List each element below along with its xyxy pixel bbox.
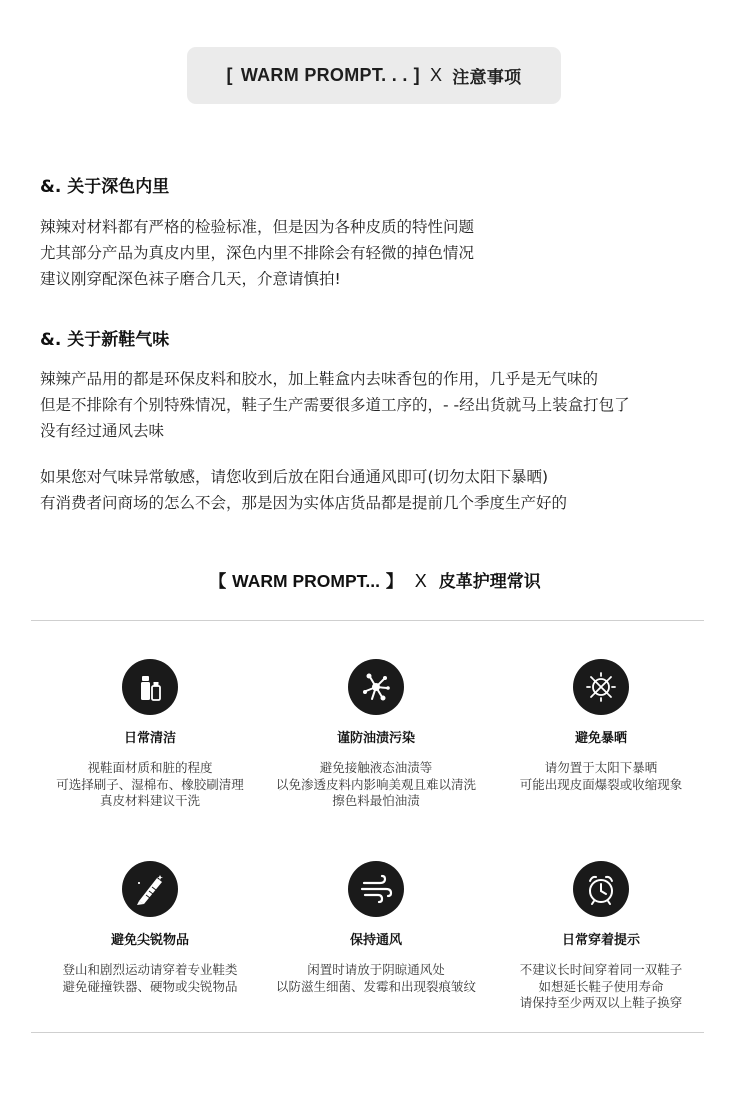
paragraph-line: 但是不排除有个别特殊情况，鞋子生产需要很多道工序的，- -经出货就马上装盒打包了 bbox=[40, 396, 630, 414]
care-item-sun bbox=[481, 659, 721, 793]
care-desc-line: 可能出现皮面爆裂或收缩现象 bbox=[519, 776, 683, 792]
care-description bbox=[256, 760, 496, 810]
care-description bbox=[481, 962, 721, 1012]
care-desc-line: 请勿置于太阳下暴晒 bbox=[544, 760, 658, 775]
care-item-oil-stain bbox=[256, 659, 496, 810]
paragraph-line: 有消费者问商场的怎么不会，那是因为实体店货品都是提前几个季度生产好的 bbox=[40, 494, 568, 512]
banner-bracket-left: [ bbox=[226, 65, 233, 85]
paragraph-line: 尤其部分产品为真皮内里，深色内里不排除会有轻微的掉色情况 bbox=[40, 244, 475, 262]
no-sun-icon bbox=[573, 659, 629, 715]
care-title: 谨防油渍污染 bbox=[336, 731, 415, 746]
splash-icon bbox=[348, 659, 404, 715]
care-item-ventilation bbox=[256, 861, 496, 995]
care-title: 避免尖锐物品 bbox=[110, 933, 189, 948]
care-item-cleaning bbox=[30, 659, 270, 810]
banner-x: X bbox=[429, 65, 443, 85]
care-desc-line: 可选择刷子、湿棉布、橡胶刷清理 bbox=[56, 776, 244, 792]
care-description bbox=[481, 760, 721, 793]
alarm-clock-icon bbox=[573, 861, 629, 917]
care-heading-bracket-right: 】 bbox=[385, 572, 403, 592]
care-desc-line: 擦色料最怕油渍 bbox=[332, 793, 420, 808]
care-heading bbox=[0, 567, 750, 592]
care-desc-line: 视鞋面材质和脏的程度 bbox=[87, 760, 213, 775]
care-desc-line: 闲置时请放于阴晾通风处 bbox=[307, 962, 445, 977]
cutter-icon bbox=[122, 861, 178, 917]
care-title: 日常清洁 bbox=[123, 731, 176, 746]
care-description bbox=[30, 962, 270, 995]
section-body-new-shoe-smell bbox=[40, 366, 630, 444]
section-title-new-shoe-smell: &. 关于新鞋气味 bbox=[40, 330, 170, 350]
care-description bbox=[30, 760, 270, 810]
care-desc-line: 请保持至少两双以上鞋子换穿 bbox=[519, 995, 683, 1010]
care-desc-line: 以免渗透皮料内影响美观且难以清洗 bbox=[275, 776, 476, 792]
banner-english-title: WARM PROMPT. . . bbox=[240, 65, 408, 85]
care-desc-line: 不建议长时间穿着同一双鞋子 bbox=[519, 962, 683, 977]
care-desc-line: 如想延长鞋子使用寿命 bbox=[538, 978, 664, 994]
care-item-daily-wear bbox=[481, 861, 721, 1012]
care-title: 日常穿着提示 bbox=[561, 933, 640, 948]
care-title: 保持通风 bbox=[349, 933, 402, 948]
wind-icon bbox=[348, 861, 404, 917]
paragraph-line: 辣辣对材料都有严格的检验标准，但是因为各种皮质的特性问题 bbox=[40, 218, 475, 236]
section-title-dark-lining: &. 关于深色内里 bbox=[40, 177, 170, 197]
care-item-sharp-objects bbox=[30, 861, 270, 995]
bottles-icon bbox=[122, 659, 178, 715]
care-heading-chinese: 皮革护理常识 bbox=[438, 572, 541, 592]
paragraph-line: 没有经过通风去味 bbox=[40, 422, 165, 440]
section-body-dark-lining bbox=[40, 214, 474, 292]
section-body-new-shoe-smell-2 bbox=[40, 464, 567, 516]
care-heading-english: WARM PROMPT... bbox=[232, 571, 380, 591]
care-desc-line: 真皮材料建议干洗 bbox=[99, 793, 200, 808]
care-title: 避免暴晒 bbox=[574, 731, 627, 746]
banner-chinese-title: 注意事项 bbox=[452, 68, 522, 88]
care-heading-bracket-left: 【 bbox=[209, 572, 227, 592]
care-desc-line: 登山和剧烈运动请穿着专业鞋类 bbox=[62, 962, 238, 977]
care-desc-line: 以防滋生细菌、发霉和出现裂痕皱纹 bbox=[275, 978, 476, 994]
top-banner bbox=[187, 47, 561, 104]
paragraph-line: 如果您对气味异常敏感，请您收到后放在阳台通通风即可(切勿太阳下暴晒) bbox=[40, 468, 549, 486]
banner-bracket-right: ] bbox=[413, 65, 420, 85]
paragraph-line: 辣辣产品用的都是环保皮料和胶水，加上鞋盒内去味香包的作用，几乎是无气味的 bbox=[40, 370, 599, 388]
paragraph-line: 建议刚穿配深色袜子磨合几天，介意请慎拍! bbox=[40, 270, 341, 288]
divider-bottom bbox=[31, 1032, 704, 1033]
care-desc-line: 避免接触液态油渍等 bbox=[319, 760, 433, 775]
care-desc-line: 避免碰撞铁器、硬物或尖锐物品 bbox=[62, 978, 238, 994]
care-description bbox=[256, 962, 496, 995]
divider-top bbox=[31, 620, 704, 621]
care-heading-x: X bbox=[414, 571, 427, 591]
